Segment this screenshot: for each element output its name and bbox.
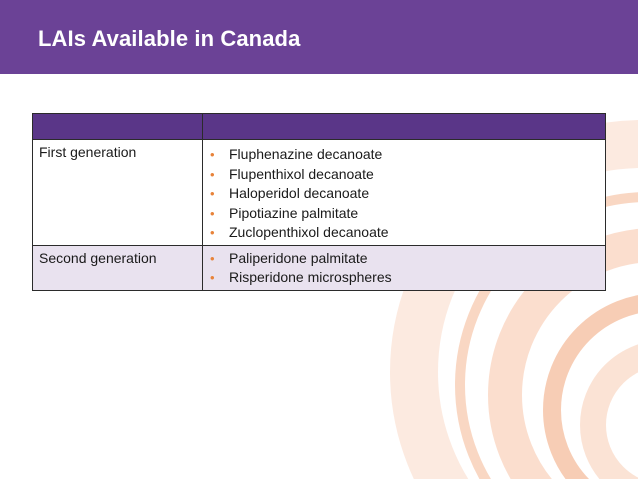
- list-item: [209, 223, 599, 243]
- list-item: [209, 249, 599, 269]
- drug-name: Flupenthixol decanoate: [229, 165, 374, 182]
- list-item: [209, 204, 599, 224]
- drug-name: Risperidone microspheres: [229, 269, 392, 285]
- table-header-row: [33, 114, 606, 140]
- header-cell-drugs: [203, 114, 606, 140]
- table-row-first-generation: [33, 140, 606, 246]
- list-item: [209, 184, 599, 204]
- bullet-icon: •: [210, 205, 215, 221]
- slide-title: LAIs Available in Canada: [38, 26, 301, 51]
- list-item: [209, 165, 599, 185]
- list-item: [209, 145, 599, 165]
- category-cell: First generation: [33, 140, 203, 246]
- bullet-icon: •: [210, 166, 215, 182]
- drug-name: Fluphenazine decanoate: [229, 146, 383, 162]
- drug-list: [209, 140, 599, 245]
- drug-name: Pipotiazine palmitate: [229, 204, 359, 221]
- bullet-icon: •: [210, 270, 215, 285]
- category-cell: Second generation: [33, 245, 203, 290]
- list-item: [209, 268, 599, 288]
- title-bar: [0, 0, 638, 74]
- bullet-icon: •: [210, 250, 215, 266]
- drugs-cell: [203, 245, 606, 290]
- table-row-second-generation: [33, 245, 606, 290]
- bullet-icon: •: [210, 225, 215, 240]
- drug-name: Paliperidone palmitate: [229, 249, 368, 266]
- drug-name: Zuclopenthixol decanoate: [229, 224, 389, 240]
- lai-table: [32, 113, 606, 291]
- header-cell-category: [33, 114, 203, 140]
- drug-name: Haloperidol decanoate: [229, 185, 370, 201]
- drugs-cell: [203, 140, 606, 246]
- drug-list: [209, 246, 599, 290]
- bullet-icon: •: [210, 147, 215, 162]
- bullet-icon: •: [210, 186, 215, 201]
